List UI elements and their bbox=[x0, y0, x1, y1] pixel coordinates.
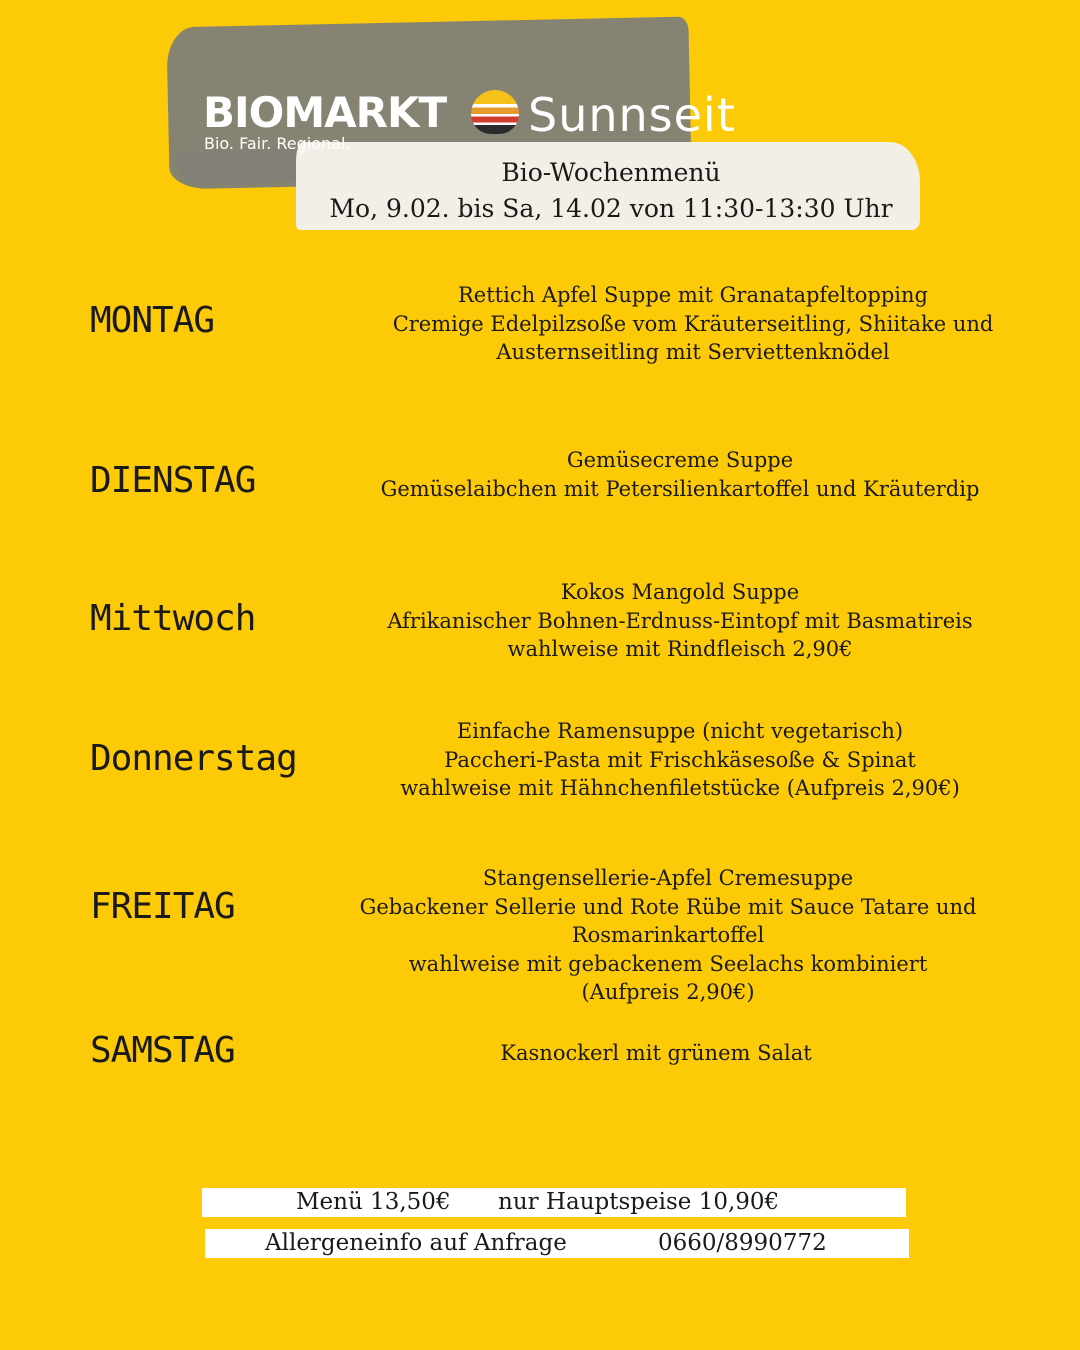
main-course-price: nur Hauptspeise 10,90€ bbox=[498, 1189, 780, 1215]
menu-line: wahlweise mit gebackenem Seelachs kombiniert bbox=[408, 951, 928, 976]
brand-logo-text: BIOMARKT bbox=[203, 88, 447, 137]
menu-line: Rosmarinkartoffel bbox=[571, 923, 765, 947]
allergen-info: Allergeneinfo auf Anfrage bbox=[265, 1230, 567, 1256]
menu-friday bbox=[328, 864, 1008, 1007]
menu-tuesday bbox=[340, 446, 1020, 503]
menu-thursday bbox=[340, 717, 1020, 803]
day-label-thursday: Donnerstag bbox=[90, 738, 297, 779]
menu-line: (Aufpreis 2,90€) bbox=[581, 980, 755, 1004]
menu-price: Menü 13,50€ bbox=[296, 1189, 451, 1215]
brand-tagline: Bio. Fair. Regional. bbox=[204, 134, 351, 153]
brand-script-text: Sunnseit bbox=[528, 88, 736, 142]
menu-line: Afrikanischer Bohnen-Erdnuss-Eintopf mit Basmatireis bbox=[387, 608, 973, 633]
menu-line: wahlweise mit Hähnchenfiletstücke (Aufpreis 2,90€) bbox=[400, 776, 960, 800]
menu-line: Kasnockerl mit grünem Salat bbox=[500, 1041, 812, 1065]
sun-logo-icon bbox=[471, 90, 519, 134]
menu-line: Austernseitling mit Serviettenknödel bbox=[496, 340, 890, 364]
menu-line: wahlweise mit Rindfleisch 2,90€ bbox=[507, 637, 853, 661]
menu-monday bbox=[353, 281, 1033, 367]
info-bar bbox=[205, 1229, 909, 1258]
menu-line: Gemüselaibchen mit Petersilienkartoffel und Kräuterdip bbox=[380, 476, 980, 501]
menu-wednesday bbox=[340, 578, 1020, 664]
date-range: Mo, 9.02. bis Sa, 14.02 von 11:30-13:30 Uhr bbox=[329, 194, 893, 223]
menu-line: Gemüsecreme Suppe bbox=[566, 448, 794, 472]
menu-saturday bbox=[316, 1039, 996, 1068]
phone-number: 0660/8990772 bbox=[658, 1230, 827, 1256]
day-label-tuesday: DIENSTAG bbox=[90, 460, 256, 501]
page-title: Bio-Wochenmenü bbox=[501, 158, 721, 187]
menu-line: Rettich Apfel Suppe mit Granatapfeltopping bbox=[458, 283, 928, 307]
menu-line: Cremige Edelpilzsoße vom Kräuterseitling, Shiitake und bbox=[392, 311, 994, 336]
day-label-friday: FREITAG bbox=[90, 886, 235, 927]
day-label-monday: MONTAG bbox=[90, 300, 215, 341]
menu-line: Gebackener Sellerie und Rote Rübe mit Sauce Tatare und bbox=[359, 894, 977, 919]
price-bar bbox=[202, 1188, 906, 1217]
menu-line: Paccheri-Pasta mit Frischkäsesoße & Spinat bbox=[444, 747, 916, 772]
menu-line: Kokos Mangold Suppe bbox=[560, 580, 800, 604]
menu-line: Einfache Ramensuppe (nicht vegetarisch) bbox=[456, 719, 904, 743]
menu-line: Stangensellerie-Apfel Cremesuppe bbox=[482, 866, 854, 890]
day-label-wednesday: Mittwoch bbox=[90, 598, 256, 639]
day-label-saturday: SAMSTAG bbox=[90, 1030, 235, 1071]
